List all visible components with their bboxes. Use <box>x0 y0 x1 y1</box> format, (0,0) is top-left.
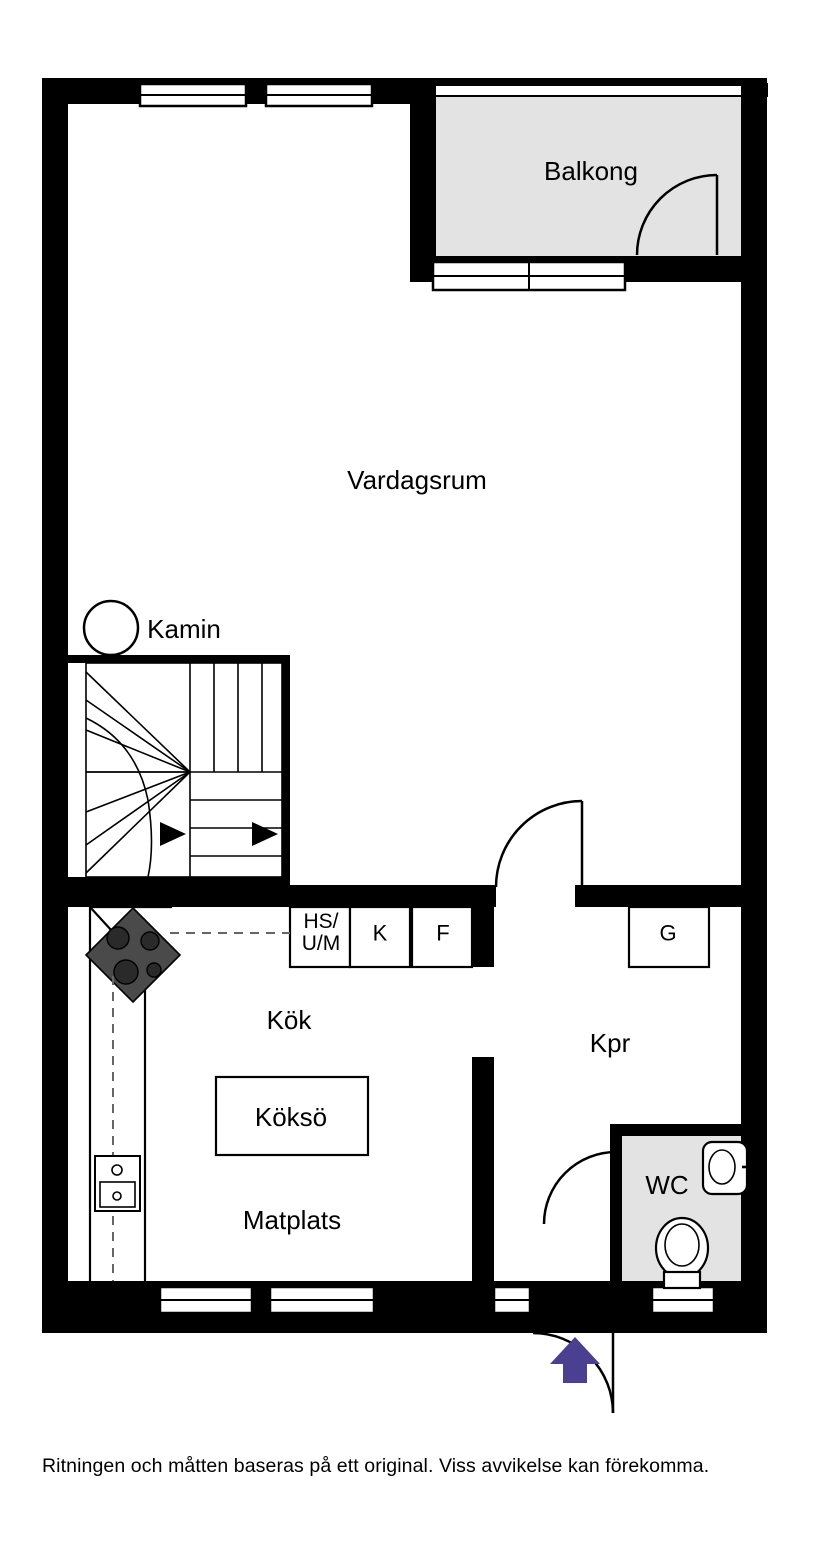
label-wc: WC <box>645 1170 689 1201</box>
wc-door-swing <box>544 1152 616 1224</box>
label-wardrobe-g: G <box>659 920 677 946</box>
label-appliance-k: K <box>372 920 388 946</box>
toilet-icon <box>656 1218 708 1288</box>
label-kokso: Köksö <box>254 1102 328 1133</box>
label-appliance-hs: HS/ <box>303 909 339 933</box>
label-appliance-um: U/M <box>301 932 341 955</box>
label-appliance-f: F <box>436 920 450 946</box>
balcony-door-window <box>433 262 625 290</box>
entrance-arrow <box>550 1337 600 1383</box>
kitchen-sink-icon <box>95 1156 140 1211</box>
kitchen-hall-door-swing <box>496 801 582 887</box>
staircase <box>68 655 290 885</box>
label-vardagsrum: Vardagsrum <box>347 465 487 496</box>
label-matplats: Matplats <box>242 1205 342 1236</box>
window-top-left <box>140 84 246 106</box>
window-bottom-small <box>494 1287 530 1313</box>
disclaimer-text: Ritningen och måtten baseras på ett original. Viss avvikelse kan förekomma. <box>42 1455 710 1477</box>
label-kok: Kök <box>266 1005 312 1036</box>
cooktop-icon <box>86 908 180 1002</box>
washbasin-icon <box>703 1142 752 1194</box>
window-bottom-wc <box>652 1287 714 1313</box>
fireplace-icon <box>84 601 138 655</box>
label-appliance-hs-um <box>302 911 341 955</box>
label-kamin: Kamin <box>147 614 221 645</box>
window-top-right <box>266 84 372 106</box>
label-balkong: Balkong <box>544 156 638 187</box>
window-bottom-mid <box>270 1287 374 1313</box>
window-bottom-left <box>160 1287 252 1313</box>
label-kpr: Kpr <box>589 1028 631 1059</box>
